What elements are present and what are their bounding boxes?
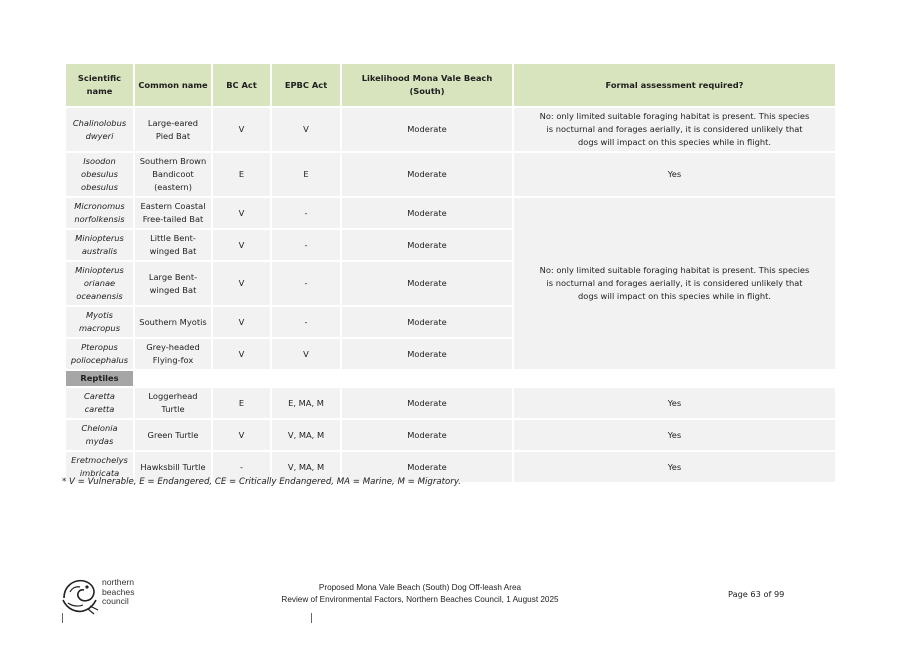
epbc-act-cell: - [272, 198, 340, 228]
table-row [66, 420, 835, 450]
scientific-name-cell: Myotis macropus [66, 307, 133, 337]
likelihood-cell: Moderate [342, 307, 512, 337]
scientific-name-cell: Isoodon obesulus obesulus [66, 153, 133, 196]
bc-act-cell: V [213, 198, 270, 228]
common-name-cell: Southern Brown Bandicoot (eastern) [135, 153, 211, 196]
scientific-name-cell: Eretmochelys imbricata [66, 452, 133, 482]
common-name-cell: Hawksbill Turtle [135, 452, 211, 482]
logo-text-line: council [102, 596, 129, 607]
common-name-cell: Large Bent-winged Bat [135, 262, 211, 305]
common-name-cell: Large-eared Pied Bat [135, 108, 211, 151]
likelihood-cell: Moderate [342, 388, 512, 418]
logo-text-line: northern [102, 577, 135, 587]
footer-divider-middle [311, 613, 312, 623]
table-footnote: * V = Vulnerable, E = Endangered, CE = Critically Endangered, MA = Marine, M = Migratory. [62, 477, 461, 487]
scientific-name-cell: Chalinolobus dwyeri [66, 108, 133, 151]
scientific-name-cell: Miniopterus orianae oceanensis [66, 262, 133, 305]
table-row [66, 153, 835, 196]
bc-act-cell: V [213, 307, 270, 337]
footer-divider-left [62, 613, 63, 623]
likelihood-cell: Moderate [342, 230, 512, 260]
epbc-act-cell: - [272, 307, 340, 337]
common-name-cell: Little Bent-winged Bat [135, 230, 211, 260]
col-header-bc-act: BC Act [213, 64, 270, 106]
section-row-reptiles [66, 371, 835, 386]
table-row [66, 198, 835, 228]
species-table [64, 62, 837, 484]
col-header-epbc-act: EPBC Act [272, 64, 340, 106]
bc-act-cell: V [213, 420, 270, 450]
epbc-act-cell: V [272, 339, 340, 369]
common-name-cell: Grey-headed Flying-fox [135, 339, 211, 369]
epbc-act-cell: V, MA, M [272, 420, 340, 450]
table-row [66, 108, 835, 151]
scientific-name-cell: Chelonia mydas [66, 420, 133, 450]
col-header-common-name: Common name [135, 64, 211, 106]
common-name-cell: Southern Myotis [135, 307, 211, 337]
col-header-likelihood: Likelihood Mona Vale Beach (South) [342, 64, 512, 106]
table-row [66, 388, 835, 418]
table-header-row [66, 64, 835, 106]
likelihood-cell: Moderate [342, 153, 512, 196]
section-row-blank [135, 371, 835, 386]
epbc-act-cell: V [272, 108, 340, 151]
logo-text-line: beaches [102, 586, 135, 597]
scientific-name-cell: Pteropus poliocephalus [66, 339, 133, 369]
likelihood-cell: Moderate [342, 198, 512, 228]
common-name-cell: Green Turtle [135, 420, 211, 450]
likelihood-cell: Moderate [342, 108, 512, 151]
likelihood-cell: Moderate [342, 452, 512, 482]
scientific-name-cell: Miniopterus australis [66, 230, 133, 260]
likelihood-cell: Moderate [342, 420, 512, 450]
epbc-act-cell: V, MA, M [272, 452, 340, 482]
bc-act-cell: V [213, 230, 270, 260]
likelihood-cell: Moderate [342, 339, 512, 369]
section-label-reptiles: Reptiles [66, 371, 133, 386]
epbc-act-cell: - [272, 230, 340, 260]
likelihood-cell: Moderate [342, 262, 512, 305]
assessment-cell: Yes [514, 420, 835, 450]
logo-mark-icon [63, 581, 98, 614]
bc-act-cell: V [213, 339, 270, 369]
assessment-cell: Yes [514, 452, 835, 482]
bc-act-cell: V [213, 108, 270, 151]
scientific-name-cell: Caretta caretta [66, 388, 133, 418]
epbc-act-cell: E [272, 153, 340, 196]
epbc-act-cell: E, MA, M [272, 388, 340, 418]
assessment-cell: Yes [514, 388, 835, 418]
bc-act-cell: - [213, 452, 270, 482]
col-header-assessment: Formal assessment required? [514, 64, 835, 106]
logo-wordmark [102, 578, 135, 607]
common-name-cell: Loggerhead Turtle [135, 388, 211, 418]
footer-document-title: Proposed Mona Vale Beach (South) Dog Off-leash Area [318, 583, 522, 592]
scientific-name-cell: Micronomus norfolkensis [66, 198, 133, 228]
page-number: Page 63 of 99 [728, 589, 785, 599]
merged-assessment-cell: No: only limited suitable foraging habitat is present. This species is nocturnal and forages aerially, it is considered unlikely that dogs will impact on this species while in flight. [514, 198, 835, 369]
footer-document-subtitle: Review of Environmental Factors, Northern Beaches Council, 1 August 2025 [281, 595, 559, 604]
bc-act-cell: E [213, 388, 270, 418]
assessment-cell: No: only limited suitable foraging habitat is present. This species is nocturnal and forages aerially, it is considered unlikely that dogs will impact on this species while in flight. [514, 108, 835, 151]
epbc-act-cell: - [272, 262, 340, 305]
bc-act-cell: E [213, 153, 270, 196]
col-header-scientific-name: Scientific name [66, 64, 133, 106]
common-name-cell: Eastern Coastal Free-tailed Bat [135, 198, 211, 228]
bc-act-cell: V [213, 262, 270, 305]
assessment-cell: Yes [514, 153, 835, 196]
